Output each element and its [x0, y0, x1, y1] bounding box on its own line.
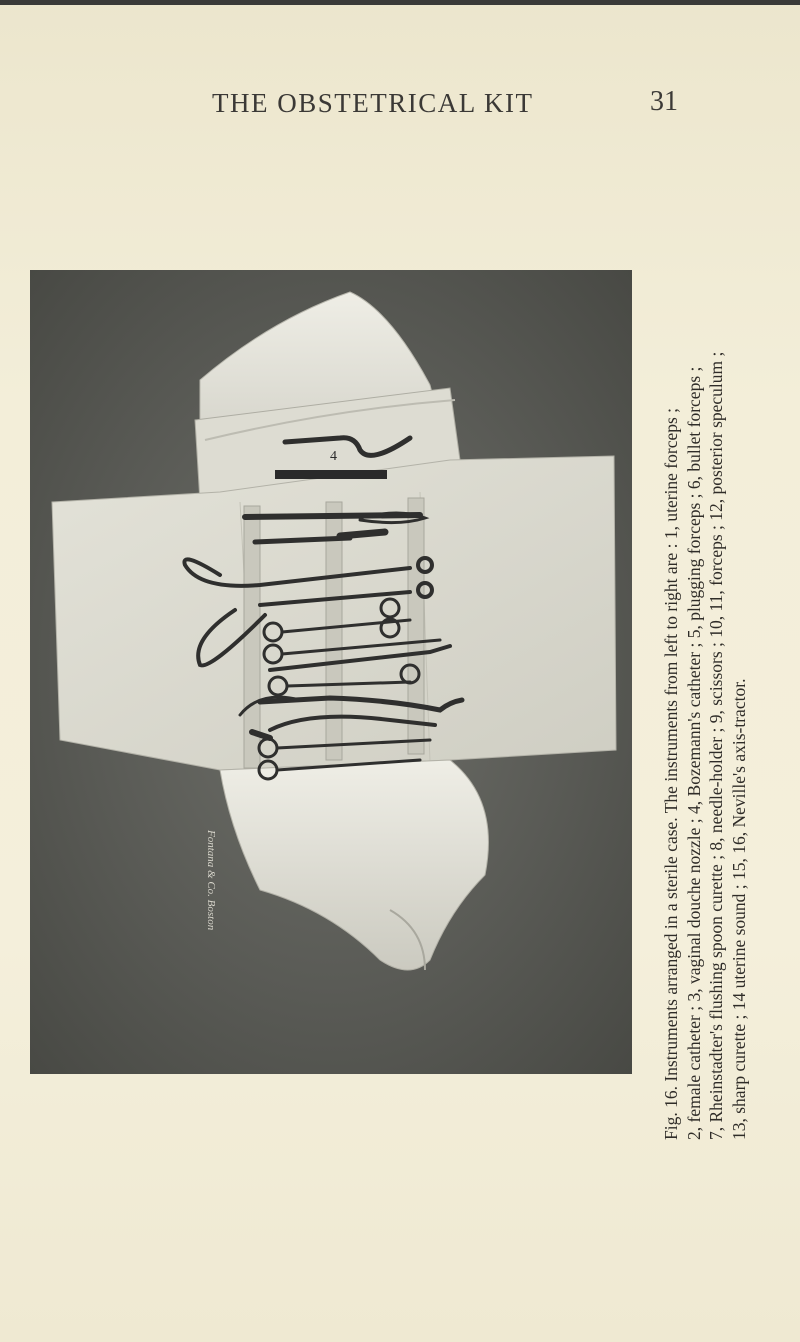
- running-head: THE OBSTETRICAL KIT: [212, 88, 534, 118]
- svg-text:Fontana & Co. Boston: Fontana & Co. Boston: [205, 830, 217, 931]
- caption-line: Fig. 16. Instruments arranged in a sterile case. The instruments from left to right are : 1, uterine forceps ;: [661, 407, 681, 1140]
- figure-caption: [660, 180, 750, 1140]
- page-top-edge: [0, 0, 800, 5]
- vaginal-douche-nozzle: [275, 470, 387, 479]
- page-number: 31: [650, 86, 678, 117]
- figure-photograph: [30, 270, 632, 1074]
- caption-line: 13, sharp curette ; 14 uterine sound ; 15, 16, Neville's axis-tractor.: [728, 678, 749, 1140]
- engraver-mark: [205, 829, 217, 931]
- case-bottom-flap: [220, 760, 488, 970]
- sterile-case-illustration: [30, 270, 632, 1074]
- caption-line: 7, Rheinstadter's flushing spoon curette ; 8, needle-holder ; 9, scissors ; 10, 11, forceps ; 12, posterior speculum ;: [706, 351, 726, 1140]
- instrument-label: 4: [330, 449, 337, 464]
- caption-line: 2, female catheter ; 3, vaginal douche nozzle ; 4, Bozemann's catheter ; 5, plugging forceps ; 6, bullet forceps ;: [683, 366, 704, 1140]
